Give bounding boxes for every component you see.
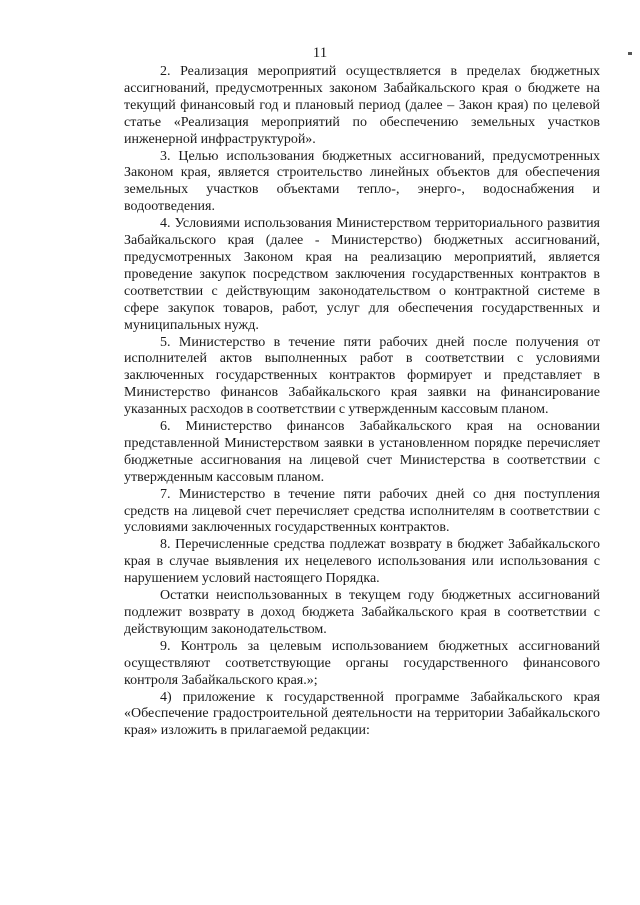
paragraph-7-transfer-to-contractors: 7. Министерство в течение пяти рабочих дней со дня поступления средств на лицевой счет перечисляет средства исполнителям в соответствии с условиями заключенных государственных контрактов. — [124, 486, 600, 536]
paragraph-5-ministry-requests: 5. Министерство в течение пяти рабочих дней после получения от исполнителей актов выполненных работ в соответствии с условиями заключенных государственных контрактов формирует и представляет в Министерство финансов Забайкальского края заявки на финансирование указанных расходов в соответствии с утвержденным кассовым планом. — [124, 334, 600, 418]
paragraph-2-budget-allocations: 2. Реализация мероприятий осуществляется в пределах бюджетных ассигнований, предусмотренных законом Забайкальского края о бюджете на текущий финансовый год и плановый период (далее – Закон края) по целевой статье «Реализация мероприятий по обеспечению земельных участков инженерной инфраструктурой». — [124, 64, 600, 147]
paragraph-6-finance-ministry: 6. Министерство финансов Забайкальского края на основании представленной Министерством заявки в установленном порядке перечисляет бюджетные ассигнования на лицевой счет Министерства в соответствии с утвержденным кассовым планом. — [124, 419, 600, 485]
paragraph-4-conditions: 4. Условиями использования Министерством территориального развития Забайкальского края (далее - Министерство) бюджетных ассигнований, предусмотренных Законом края на реализацию мероприятий, является проведение закупок посредством заключения государственных контрактов в соответствии с действующим законодательством о контрактной системе в сфере закупок товаров, работ, услуг для обеспечения государственных и муниципальных нужд. — [124, 216, 600, 333]
document-body — [124, 64, 600, 740]
paragraph-unused-balances: Остатки неиспользованных в текущем году бюджетных ассигнований подлежит возврату в доход бюджета Забайкальского края в соответствии с действующим законодательством. — [124, 588, 600, 637]
page-number: 11 — [312, 45, 328, 61]
paragraph-9-control: 9. Контроль за целевым использованием бюджетных ассигнований осуществляют соответствующие органы государственного финансового контроля Забайкальского края.»; — [124, 638, 600, 688]
paragraph-8-refund: 8. Перечисленные средства подлежат возврату в бюджет Забайкальского края в случае выявления их нецелевого использования или использования с нарушением условий настоящего Порядка. — [124, 537, 600, 587]
paragraph-3-purpose: 3. Целью использования бюджетных ассигнований, предусмотренных Законом края, является строительство линейных объектов для обеспечения земельных участков объектами тепло-, энерго-, водоснабжения и водоотведения. — [124, 148, 600, 215]
scan-mark — [628, 52, 632, 55]
paragraph-appendix-edition: 4) приложение к государственной программе Забайкальского края «Обеспечение градостроительной деятельности на территории Забайкальского края» изложить в прилагаемой редакции: — [124, 689, 600, 739]
